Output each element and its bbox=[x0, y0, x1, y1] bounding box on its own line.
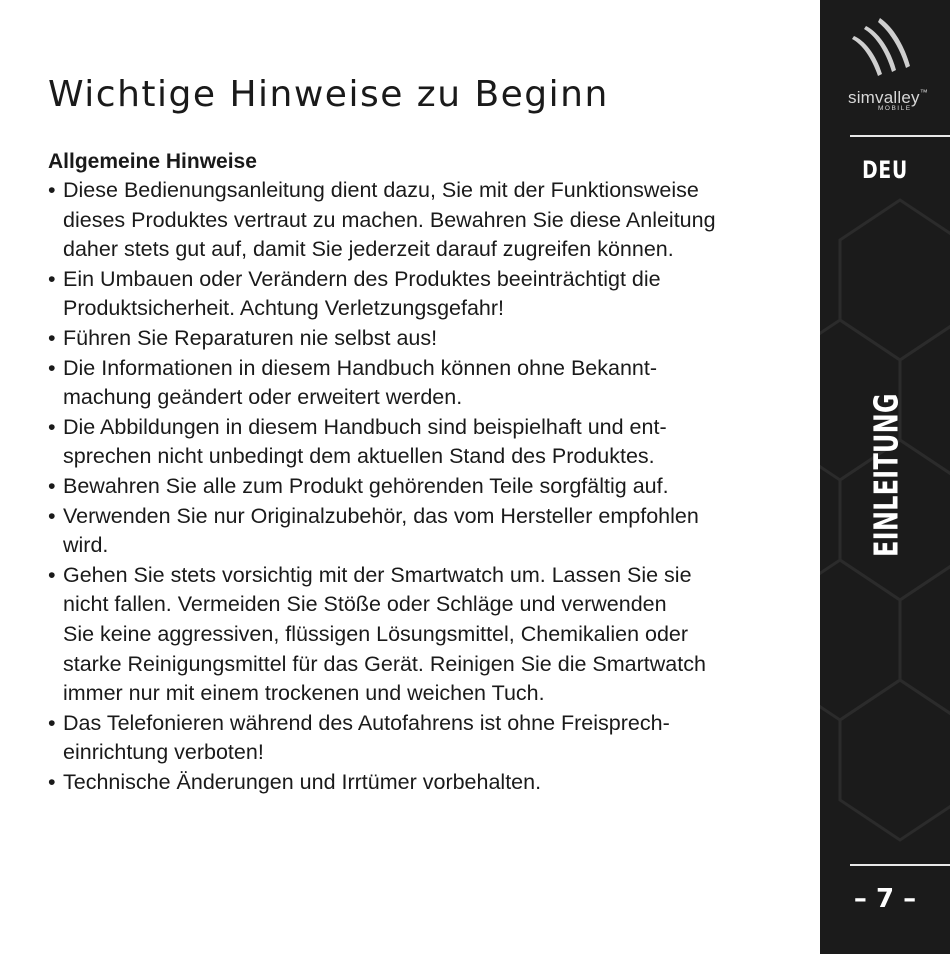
bullet-text-line: Bewahren Sie alle zum Produkt gehörenden Teile sorgfältig auf. bbox=[63, 473, 669, 498]
bullet-text-line: Ein Umbauen oder Verändern des Produktes beeinträchtigt die bbox=[63, 266, 661, 291]
bullet-marker: • bbox=[48, 178, 56, 202]
chapter-tab: EINLEITUNG bbox=[866, 393, 906, 557]
bullet-text-line: Verwenden Sie nur Originalzubehör, das vom Hersteller empfohlen bbox=[63, 503, 699, 528]
section-heading: Allgemeine Hinweise bbox=[48, 150, 257, 173]
bullet-text-line: daher stets gut auf, damit Sie jederzeit darauf zugreifen können. bbox=[63, 237, 674, 262]
bullet-item bbox=[48, 354, 788, 413]
bullet-item bbox=[48, 502, 788, 561]
bullet-item bbox=[48, 709, 788, 768]
bullet-item bbox=[48, 472, 788, 502]
bullet-item bbox=[48, 324, 788, 354]
bullet-marker: • bbox=[48, 473, 56, 498]
bullet-text-line: Führen Sie Reparaturen nie selbst aus! bbox=[63, 325, 438, 350]
bullet-item bbox=[48, 561, 788, 709]
bullet-text-line: Gehen Sie stets vorsichtig mit der Smartwatch um. Lassen Sie sie bbox=[63, 562, 692, 587]
bullet-marker: • bbox=[48, 562, 56, 587]
language-code: DEU bbox=[862, 156, 908, 184]
bullet-marker: • bbox=[48, 266, 56, 291]
bullet-text-line: Diese Bedienungsanleitung dient dazu, Sie mit der Funktionsweise bbox=[63, 178, 699, 202]
bullet-marker: • bbox=[48, 325, 56, 350]
bullet-marker: • bbox=[48, 355, 56, 380]
bullet-marker: • bbox=[48, 414, 56, 439]
bullet-item bbox=[48, 413, 788, 472]
page-title: Wichtige Hinweise zu Beginn bbox=[48, 74, 609, 115]
bullet-item bbox=[48, 768, 788, 798]
bullet-text-line: sprechen nicht unbedingt dem aktuellen Stand des Produktes. bbox=[63, 444, 655, 469]
brand-name: simvalley™ bbox=[848, 88, 928, 107]
bullet-text-line: Produktsicherheit. Achtung Verletzungsgefahr! bbox=[63, 296, 505, 321]
page-number: – 7 – bbox=[853, 884, 917, 914]
bullet-text-line: Sie keine aggressiven, flüssigen Lösungsmittel, Chemikalien oder bbox=[63, 621, 689, 646]
bullet-item bbox=[48, 265, 788, 324]
bullet-marker: • bbox=[48, 769, 56, 794]
bullet-text-line: dieses Produktes vertraut zu machen. Bewahren Sie diese Anleitung bbox=[63, 207, 716, 232]
bullet-text-line: machung geändert oder erweitert werden. bbox=[63, 385, 463, 410]
sidebar-divider-bottom bbox=[850, 864, 950, 866]
bullet-text-line: nicht fallen. Vermeiden Sie Stöße oder Schläge und verwenden bbox=[63, 592, 667, 617]
bullet-text-line: wird. bbox=[63, 533, 109, 558]
bullet-text-line: immer nur mit einem trockenen und weichen Tuch. bbox=[63, 681, 545, 706]
bullet-text-line: Die Abbildungen in diesem Handbuch sind beispielhaft und ent- bbox=[63, 414, 667, 439]
bullet-text-line: einrichtung verboten! bbox=[63, 740, 264, 765]
bullet-item bbox=[48, 176, 788, 265]
bullet-text-line: Technische Änderungen und Irrtümer vorbehalten. bbox=[63, 769, 542, 794]
bullet-text-line: Die Informationen in diesem Handbuch können ohne Bekannt- bbox=[63, 355, 658, 380]
sidebar-divider-top bbox=[850, 135, 950, 137]
brand-subtitle: MOBILE bbox=[878, 105, 912, 112]
bullet-marker: • bbox=[48, 710, 56, 735]
bullet-marker: • bbox=[48, 503, 56, 528]
bullet-text-line: starke Reinigungsmittel für das Gerät. Reinigen Sie die Smartwatch bbox=[63, 651, 706, 676]
bullet-list bbox=[48, 176, 788, 797]
bullet-text-line: Das Telefonieren während des Autofahrens ist ohne Freisprech- bbox=[63, 710, 670, 735]
